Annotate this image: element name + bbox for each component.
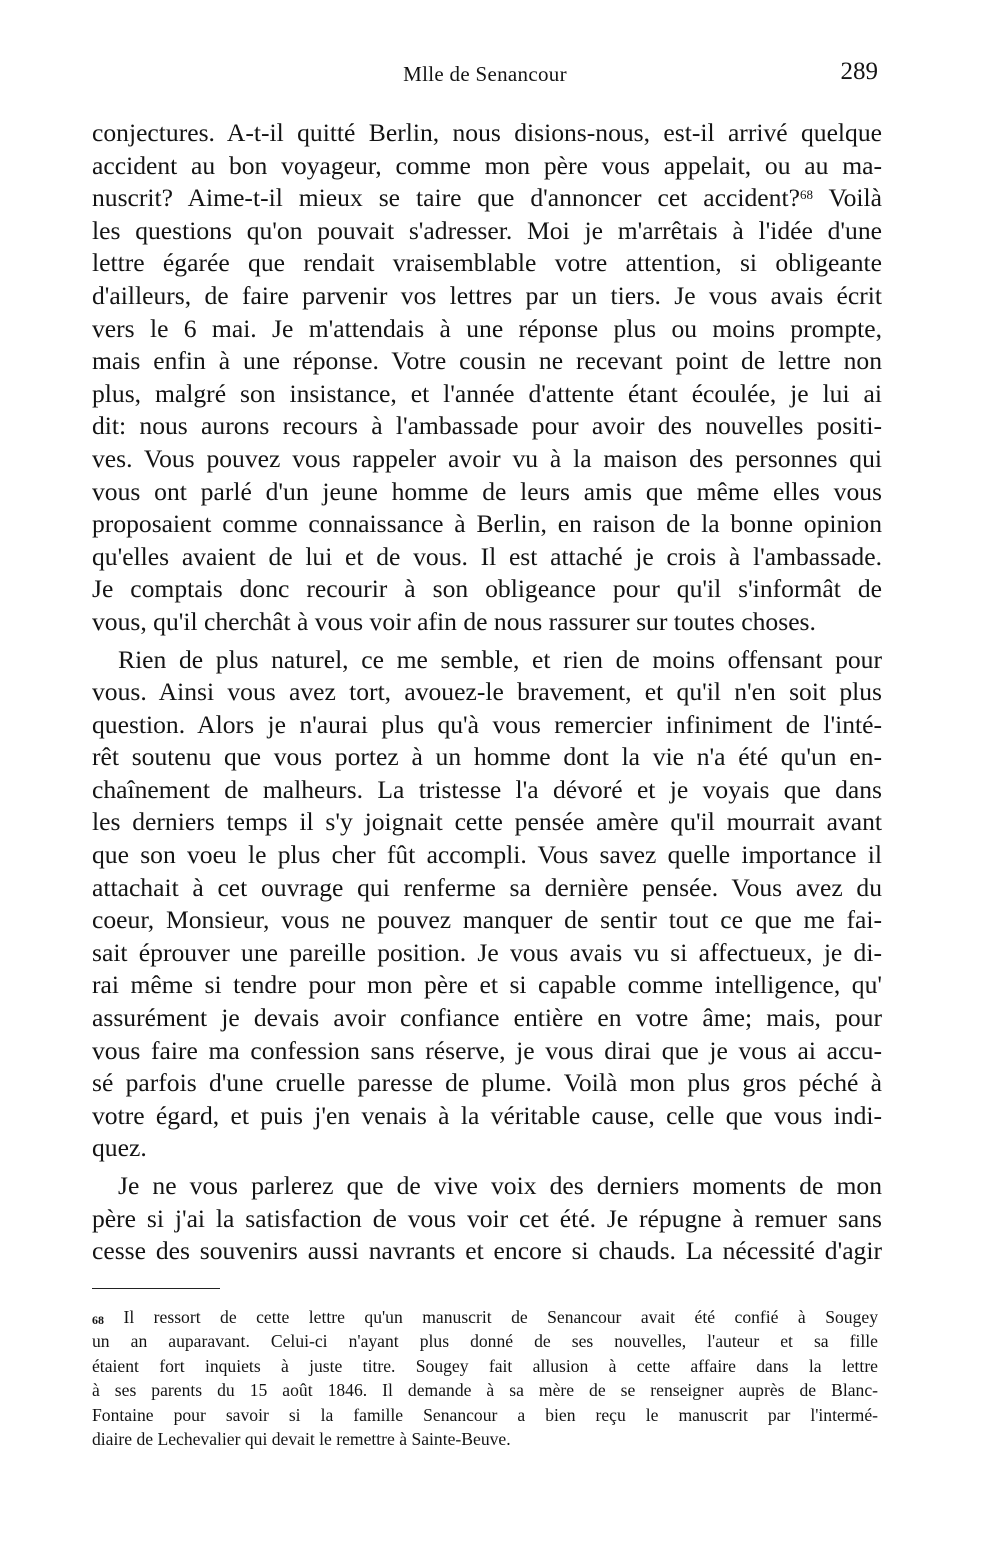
text-line: lettre égarée que rendait vraisemblable votre attention, si obligeante bbox=[92, 248, 882, 278]
text-line: qu'elles avaient de lui et de vous. Il est attaché je crois à l'ambassade. bbox=[92, 541, 882, 571]
text-line: cesse des souvenirs aussi navrants et encore si chauds. La nécessité d'agir bbox=[92, 1236, 882, 1266]
footnote-reference: 68 bbox=[799, 187, 813, 203]
text-line: les questions qu'on pouvait s'adresser. Moi je m'arrêtais à l'idée d'une bbox=[92, 215, 882, 245]
text-line: père si j'ai la satisfaction de vous voir cet été. Je répugne à remuer sans bbox=[92, 1203, 882, 1233]
text-line: accident au bon voyageur, comme mon père vous appelait, ou au ma- bbox=[92, 150, 882, 180]
text-line-segment: Voilà bbox=[812, 183, 883, 213]
running-title: Mlle de Senancour bbox=[403, 62, 567, 86]
text-line: vous ont parlé d'un jeune homme de leurs amis que même elles vous bbox=[92, 476, 882, 506]
footnote-line: Fontaine pour savoir si la famille Senancour a bien reçu le manuscrit par l'intermé- bbox=[92, 1404, 878, 1425]
text-line: attachait à cet ouvrage qui renferme sa dernière pensée. Vous avez du bbox=[92, 872, 882, 902]
text-line: conjectures. A-t-il quitté Berlin, nous disions-nous, est-il arrivé quelque bbox=[92, 118, 882, 147]
text-line: mais enfin à une réponse. Votre cousin ne recevant point de lettre non bbox=[92, 346, 882, 376]
text-line: votre égard, et puis j'en venais à la véritable cause, celle que vous indi- bbox=[92, 1100, 882, 1130]
text-line: chaînement de malheurs. La tristesse l'a dévoré et je voyais que dans bbox=[92, 774, 882, 804]
running-head bbox=[92, 58, 878, 92]
text-line: dit: nous aurons recours à l'ambassade pour avoir des nouvelles positi- bbox=[92, 411, 882, 441]
footnote bbox=[92, 1305, 878, 1451]
text-line: vous faire ma confession sans réserve, je vous dirai que je vous ai accu- bbox=[92, 1035, 882, 1065]
body-text bbox=[92, 117, 882, 1268]
text-line: ves. Vous pouvez vous rappeler avoir vu à la maison des personnes qui bbox=[92, 443, 882, 473]
text-line: assurément je devais avoir confiance entière en votre âme; mais, pour bbox=[92, 1003, 882, 1033]
footnote-line: diaire de Lechevalier qui devait le remettre à Sainte-Beuve. bbox=[92, 1428, 511, 1449]
text-line: vers le 6 mai. Je m'attendais à une réponse plus ou moins prompte, bbox=[92, 313, 882, 343]
text-line: sait éprouver une pareille position. Je vous avais vu si affectueux, je di- bbox=[92, 937, 882, 967]
text-line: d'ailleurs, de faire parvenir vos lettres par un tiers. Je vous avais écrit bbox=[92, 280, 882, 310]
paragraph-start-line: Je ne vous parlerez que de vive voix des derniers moments de mon bbox=[118, 1171, 882, 1200]
text-line: rai même si tendre pour mon père et si capable comme intelligence, qu' bbox=[92, 970, 882, 1000]
text-line: les derniers temps il s'y joignait cette pensée amère qu'il mourrait avant bbox=[92, 807, 882, 837]
text-line: que son voeu le plus cher fût accompli. Vous savez quelle importance il bbox=[92, 840, 882, 870]
footnote-separator bbox=[92, 1288, 220, 1289]
text-line-segment: nuscrit? Aime-t-il mieux se taire que d'annoncer cet accident? bbox=[92, 183, 800, 213]
footnote-line: étaient fort inquiets à juste titre. Sougey fait allusion à cette affaire dans la lettre bbox=[92, 1355, 878, 1376]
paragraph-start-line: Rien de plus naturel, ce me semble, et rien de moins offensant pour bbox=[118, 644, 882, 674]
text-line: sé parfois d'une cruelle paresse de plume. Voilà mon plus gros péché à bbox=[92, 1068, 882, 1098]
page-number: 289 bbox=[840, 58, 878, 85]
text-line: quez. bbox=[92, 1133, 147, 1163]
text-line: vous. Ainsi vous avez tort, avouez-le bravement, et qu'il n'en soit plus bbox=[92, 677, 882, 707]
footnote-text: Il ressort de cette lettre qu'un manuscrit de Senancour avait été confié à Sougey bbox=[104, 1307, 878, 1327]
text-line: proposaient comme connaissance à Berlin, en raison de la bonne opinion bbox=[92, 509, 882, 539]
text-line: question. Alors je n'aurai plus qu'à vous remercier infiniment de l'inté- bbox=[92, 709, 882, 739]
footnote-line: un an auparavant. Celui-ci n'ayant plus donné de ses nouvelles, l'auteur et sa fille bbox=[92, 1331, 878, 1352]
footnote-line bbox=[92, 1305, 878, 1329]
text-line: plus, malgré son insistance, et l'année d'attente étant écoulée, je lui ai bbox=[92, 378, 882, 408]
text-line: rêt soutenu que vous portez à un homme dont la vie n'a été qu'un en- bbox=[92, 742, 882, 772]
footnote-line: à ses parents du 15 août 1846. Il demande à sa mère de se renseigner auprès de Blanc- bbox=[92, 1380, 878, 1401]
text-line-with-footnote-ref bbox=[92, 182, 882, 215]
text-line: Je comptais donc recourir à son obligeance pour qu'il s'informât de bbox=[92, 574, 882, 604]
text-line: vous, qu'il cherchât à vous voir afin de nous rassurer sur toutes choses. bbox=[92, 606, 816, 636]
text-line: coeur, Monsieur, vous ne pouvez manquer de sentir tout ce que me fai- bbox=[92, 905, 882, 935]
footnote-number: 68 bbox=[92, 1313, 104, 1327]
